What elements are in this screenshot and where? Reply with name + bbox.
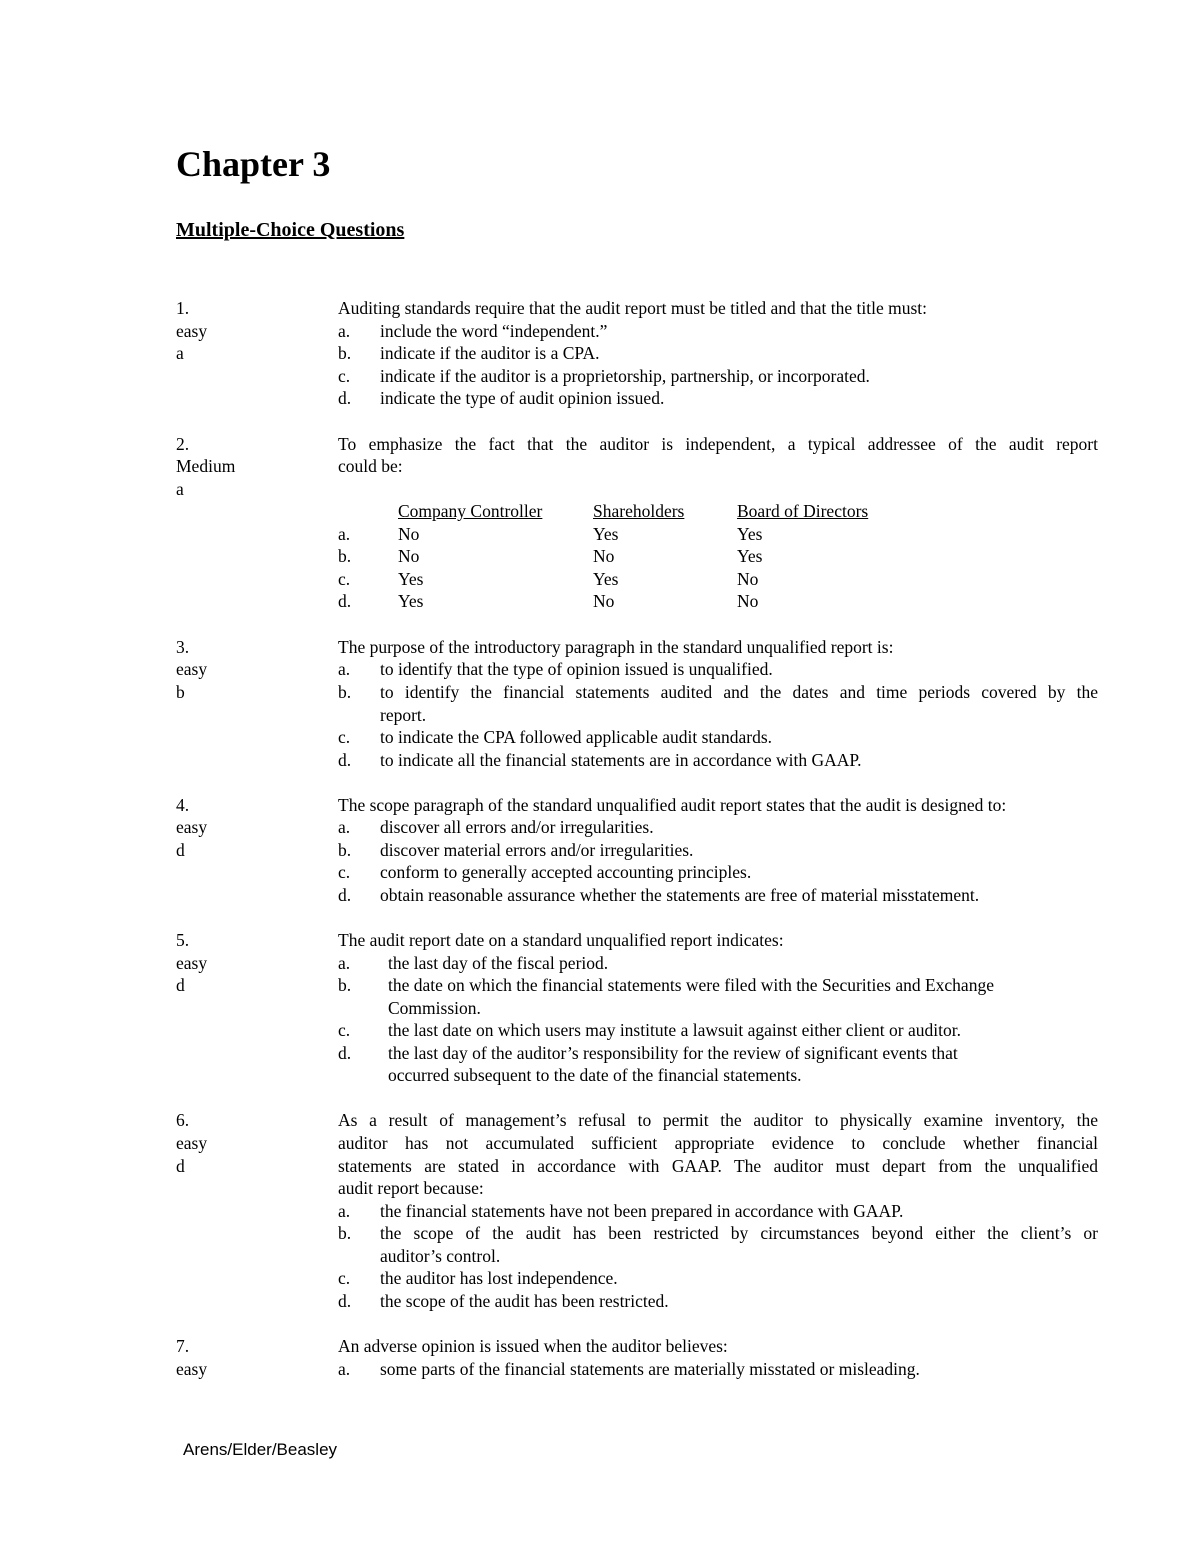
- option-text: to indicate all the financial statements are in accordance with GAAP.: [380, 750, 862, 770]
- question-difficulty: easy: [176, 1359, 208, 1379]
- table-cell: Yes: [398, 569, 424, 589]
- option-text: the date on which the financial statements were filed with the Securities and Exchange: [388, 975, 994, 995]
- table-header: Shareholders: [593, 501, 685, 521]
- question-answer: a: [176, 343, 184, 363]
- option-letter: b.: [338, 682, 352, 702]
- option-letter: d.: [338, 750, 352, 770]
- option-text: obtain reasonable assurance whether the statements are free of material misstatement.: [380, 885, 980, 905]
- option-text: indicate if the auditor is a CPA.: [380, 343, 600, 363]
- table-cell: No: [593, 591, 615, 611]
- table-cell: Yes: [398, 591, 424, 611]
- question-stem: As a result of management’s refusal to permit the auditor to physically examine inventory, the: [338, 1110, 1098, 1130]
- question-answer: b: [176, 682, 185, 702]
- option-text: to identify that the type of opinion issued is unqualified.: [380, 659, 773, 679]
- option-letter: a.: [338, 1201, 351, 1221]
- question-stem: The scope paragraph of the standard unqualified audit report states that the audit is designed to:: [338, 795, 1007, 815]
- chapter-title: Chapter 3: [176, 144, 331, 184]
- option-letter: d.: [338, 388, 352, 408]
- option-text: indicate if the auditor is a proprietorship, partnership, or incorporated.: [380, 366, 870, 386]
- option-letter: b.: [338, 1223, 352, 1243]
- question-stem: An adverse opinion is issued when the auditor believes:: [338, 1336, 728, 1356]
- question-difficulty: easy: [176, 321, 208, 341]
- option-letter: b.: [338, 546, 352, 566]
- option-text: to identify the financial statements audited and the dates and time periods covered by the: [380, 682, 1098, 702]
- option-letter: c.: [338, 569, 351, 589]
- question-stem: could be:: [338, 456, 403, 476]
- option-text: occurred subsequent to the date of the financial statements.: [388, 1065, 802, 1085]
- option-text: the scope of the audit has been restricted by circumstances beyond either the client’s or: [380, 1223, 1098, 1243]
- table-header: Company Controller: [398, 501, 543, 521]
- question-number: 3.: [176, 637, 190, 657]
- option-letter: d.: [338, 591, 352, 611]
- table-cell: No: [737, 591, 759, 611]
- option-text: include the word “independent.”: [380, 321, 608, 341]
- table-cell: Yes: [593, 524, 619, 544]
- question-difficulty: Medium: [176, 456, 236, 476]
- question-stem: To emphasize the fact that the auditor is independent, a typical addressee of the audit report: [338, 434, 1098, 454]
- option-letter: c.: [338, 1020, 351, 1040]
- question-difficulty: easy: [176, 953, 208, 973]
- option-text: the last day of the fiscal period.: [388, 953, 609, 973]
- option-letter: c.: [338, 366, 351, 386]
- option-text: the scope of the audit has been restricted.: [380, 1291, 669, 1311]
- question-stem: statements are stated in accordance with GAAP. The auditor must depart from the unqualified: [338, 1156, 1098, 1176]
- option-letter: c.: [338, 727, 351, 747]
- option-text: discover material errors and/or irregularities.: [380, 840, 694, 860]
- question-answer: d: [176, 1156, 185, 1176]
- option-letter: a.: [338, 321, 351, 341]
- option-text: auditor’s control.: [380, 1246, 501, 1266]
- table-cell: Yes: [737, 546, 763, 566]
- option-letter: a.: [338, 953, 351, 973]
- table-header: Board of Directors: [737, 501, 869, 521]
- option-text: discover all errors and/or irregularities.: [380, 817, 654, 837]
- table-cell: No: [593, 546, 615, 566]
- question-difficulty: easy: [176, 1133, 208, 1153]
- section-title: Multiple-Choice Questions: [176, 219, 405, 241]
- option-letter: d.: [338, 1043, 352, 1063]
- option-text: the last date on which users may institute a lawsuit against either client or auditor.: [388, 1020, 961, 1040]
- option-text: some parts of the financial statements are materially misstated or misleading.: [380, 1359, 920, 1379]
- option-letter: a.: [338, 1359, 351, 1379]
- table-cell: No: [737, 569, 759, 589]
- option-letter: c.: [338, 862, 351, 882]
- question-answer: d: [176, 840, 185, 860]
- table-cell: Yes: [737, 524, 763, 544]
- option-text: Commission.: [388, 998, 481, 1018]
- table-cell: No: [398, 546, 420, 566]
- option-letter: c.: [338, 1268, 351, 1288]
- question-number: 1.: [176, 298, 190, 318]
- option-text: the financial statements have not been prepared in accordance with GAAP.: [380, 1201, 904, 1221]
- question-stem: Auditing standards require that the audit report must be titled and that the title must:: [338, 298, 928, 318]
- question-number: 5.: [176, 930, 190, 950]
- option-letter: d.: [338, 885, 352, 905]
- question-difficulty: easy: [176, 817, 208, 837]
- option-letter: b.: [338, 343, 352, 363]
- question-answer: a: [176, 479, 184, 499]
- option-letter: b.: [338, 975, 352, 995]
- option-text: report.: [380, 705, 427, 725]
- question-stem: auditor has not accumulated sufficient appropriate evidence to conclude whether financial: [338, 1133, 1098, 1153]
- question-difficulty: easy: [176, 659, 208, 679]
- question-stem: The audit report date on a standard unqualified report indicates:: [338, 930, 784, 950]
- question-stem: audit report because:: [338, 1178, 484, 1198]
- option-letter: a.: [338, 524, 351, 544]
- option-text: the last day of the auditor’s responsibility for the review of significant events that: [388, 1043, 958, 1063]
- option-letter: a.: [338, 817, 351, 837]
- question-number: 7.: [176, 1336, 190, 1356]
- question-stem: The purpose of the introductory paragraph in the standard unqualified report is:: [338, 637, 894, 657]
- question-number: 2.: [176, 434, 190, 454]
- option-text: conform to generally accepted accounting principles.: [380, 862, 752, 882]
- option-text: to indicate the CPA followed applicable audit standards.: [380, 727, 773, 747]
- option-letter: b.: [338, 840, 352, 860]
- option-letter: a.: [338, 659, 351, 679]
- question-number: 6.: [176, 1110, 190, 1130]
- option-letter: d.: [338, 1291, 352, 1311]
- table-cell: Yes: [593, 569, 619, 589]
- table-cell: No: [398, 524, 420, 544]
- page-footer: Arens/Elder/Beasley: [183, 1440, 338, 1459]
- question-number: 4.: [176, 795, 190, 815]
- option-text: the auditor has lost independence.: [380, 1268, 618, 1288]
- option-text: indicate the type of audit opinion issued.: [380, 388, 665, 408]
- question-answer: d: [176, 975, 185, 995]
